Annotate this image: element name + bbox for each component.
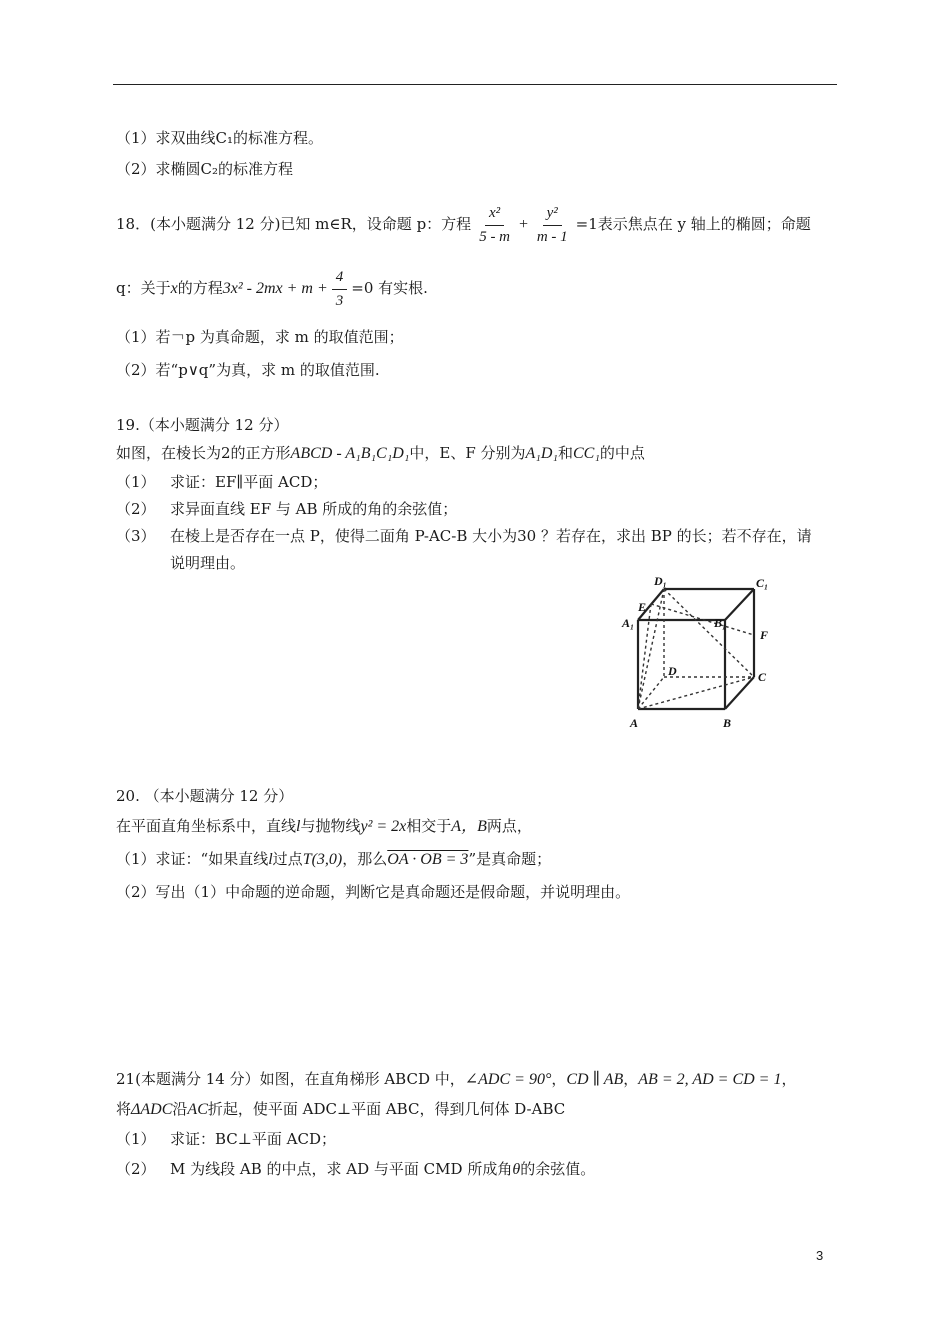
q18-stem-line2 <box>116 266 428 311</box>
q19-part3-cont: 说明理由。 <box>170 554 246 572</box>
dot-product: OA · OB = 3 <box>387 851 469 868</box>
variable-x: x <box>170 280 178 297</box>
q18-frac-y <box>533 204 572 247</box>
part-text: 在棱上是否存在一点 P，使得二面角 P-AC-B 大小为30 ？若存在，求出 BP 的长；若不存在，请 <box>170 527 812 545</box>
q21-text-d: ， <box>781 1070 797 1088</box>
part-number: （2） <box>116 500 156 518</box>
angle-adc: ∠ADC = 90° <box>464 1071 552 1088</box>
q19-part1 <box>116 471 327 493</box>
q20-title: 20. （本小题满分 12 分） <box>116 787 294 805</box>
plus-sign: + <box>518 216 529 233</box>
q21-text-g: 折起，使平面 ADC⊥平面 ABC，得到几何体 D-ABC <box>207 1100 566 1118</box>
parallel-cd-ab: CD ∥ AB <box>566 1071 624 1088</box>
part-text-b: 的余弦值。 <box>520 1160 596 1178</box>
label-e: E <box>638 600 647 614</box>
q19-part2 <box>116 498 457 520</box>
side-lengths: AB = 2, AD = CD = 1 <box>638 1071 782 1088</box>
q20-text-c: 相交于 <box>406 817 452 835</box>
frac-denominator: 3 <box>335 292 344 309</box>
q18-equation: 3x² - 2mx + m + <box>222 280 328 297</box>
q19-text-c: 和 <box>557 444 573 462</box>
part-text: 求证：BC⊥平面 ACD； <box>170 1130 336 1148</box>
q19-text-a: 如图，在棱长为2的正方形 <box>116 444 291 462</box>
q21-part2 <box>116 1158 595 1181</box>
header-rule <box>113 84 837 85</box>
q18-part2: （2）若“p∨q”为真，求 m 的取值范围. <box>116 361 380 379</box>
q21-text-e: 将 <box>116 1100 132 1118</box>
q18-text-e: =0 有实根. <box>351 279 428 297</box>
q18-text-c: q：关于 <box>116 279 171 297</box>
q21-part1 <box>116 1128 336 1150</box>
q21-text-f: 沿 <box>172 1100 188 1118</box>
label-d1: D₁ <box>654 574 667 588</box>
label-a: A <box>630 716 639 730</box>
q18-text-d: 的方程 <box>177 279 223 297</box>
q21-stem-line1 <box>116 1068 796 1091</box>
frac-denominator: 5 - m <box>479 228 511 245</box>
q18-stem-line1 <box>116 202 811 247</box>
label-c1: C₁ <box>756 576 769 590</box>
q20-p1-d: ”是真命题； <box>468 850 552 868</box>
q18-text-b: =1表示焦点在 y 轴上的椭圆；命题 <box>575 215 811 233</box>
q18-text-a: 18．(本小题满分 12 分)已知 m∈R，设命题 p：方程 <box>116 215 472 233</box>
q21-text-a: 21(本题满分 14 分）如图，在直角梯形 ABCD 中， <box>116 1070 465 1088</box>
parabola-equation: y² = 2x <box>360 818 407 835</box>
label-b1: B₁ <box>714 616 727 630</box>
q20-text-b: 与抛物线 <box>300 817 361 835</box>
points-ab: A，B <box>451 818 487 835</box>
q17-part2: （2）求椭圆C₂的标准方程 <box>116 160 294 178</box>
point-t: T(3,0) <box>302 851 343 868</box>
q20-text-d: 两点， <box>486 817 532 835</box>
q19-part3 <box>116 525 812 547</box>
theta: θ <box>512 1161 521 1178</box>
q20-p1-a: （1）求证：“如果直线 <box>116 850 269 868</box>
part-text-a: M 为线段 AB 的中点，求 AD 与平面 CMD 所成角 <box>170 1160 513 1178</box>
part-number: （3） <box>116 527 156 545</box>
cube-name: ABCD - A₁B₁C₁D₁ <box>290 445 410 462</box>
label-f: F <box>760 628 769 642</box>
segment-cc1: CC₁ <box>573 445 600 462</box>
q21-text-b: ， <box>551 1070 567 1088</box>
segment-a1d1: A₁D₁ <box>525 445 558 462</box>
q20-text-a: 在平面直角坐标系中，直线 <box>116 817 297 835</box>
label-b: B <box>723 716 732 730</box>
q20-stem <box>116 815 532 838</box>
q21-stem-line2 <box>116 1098 565 1121</box>
frac-numerator: 4 <box>332 268 348 290</box>
label-a1: A₁ <box>622 616 635 630</box>
q19-stem <box>116 442 645 465</box>
part-number: （1） <box>116 1130 156 1148</box>
q18-part1: （1）若￢p 为真命题，求 m 的取值范围； <box>116 328 404 346</box>
part-text: 求异面直线 EF 与 AB 所成的角的余弦值； <box>170 500 458 518</box>
q19-text-b: 中，E、F 分别为 <box>409 444 526 462</box>
segment-ac: AC <box>187 1101 208 1118</box>
label-d: D <box>668 664 677 678</box>
cube-figure <box>620 573 788 735</box>
q19-title: 19.（本小题满分 12 分） <box>116 416 289 434</box>
frac-numerator: x² <box>485 204 504 226</box>
line-l: l <box>296 818 301 835</box>
line-l: l <box>268 851 273 868</box>
part-text: 求证：EF∥平面 ACD； <box>170 473 328 491</box>
page-number: 3 <box>816 1248 824 1263</box>
q17-part1: （1）求双曲线C₁的标准方程。 <box>116 129 324 147</box>
q20-p1-b: 过点 <box>272 850 303 868</box>
part-number: （1） <box>116 473 156 491</box>
q20-p1-c: ，那么 <box>342 850 388 868</box>
q18-frac-x <box>475 204 514 247</box>
q21-text-c: ， <box>623 1070 639 1088</box>
triangle-adc: ΔADC <box>131 1101 173 1118</box>
q20-part2: （2）写出（1）中命题的逆命题，判断它是真命题还是假命题，并说明理由。 <box>116 883 631 901</box>
label-c: C <box>758 670 767 684</box>
q18-frac-4-3 <box>332 268 348 311</box>
q19-text-d: 的中点 <box>599 444 645 462</box>
part-number: （2） <box>116 1160 156 1178</box>
frac-denominator: m - 1 <box>536 228 568 245</box>
q20-part1 <box>116 848 551 871</box>
frac-numerator: y² <box>543 204 562 226</box>
